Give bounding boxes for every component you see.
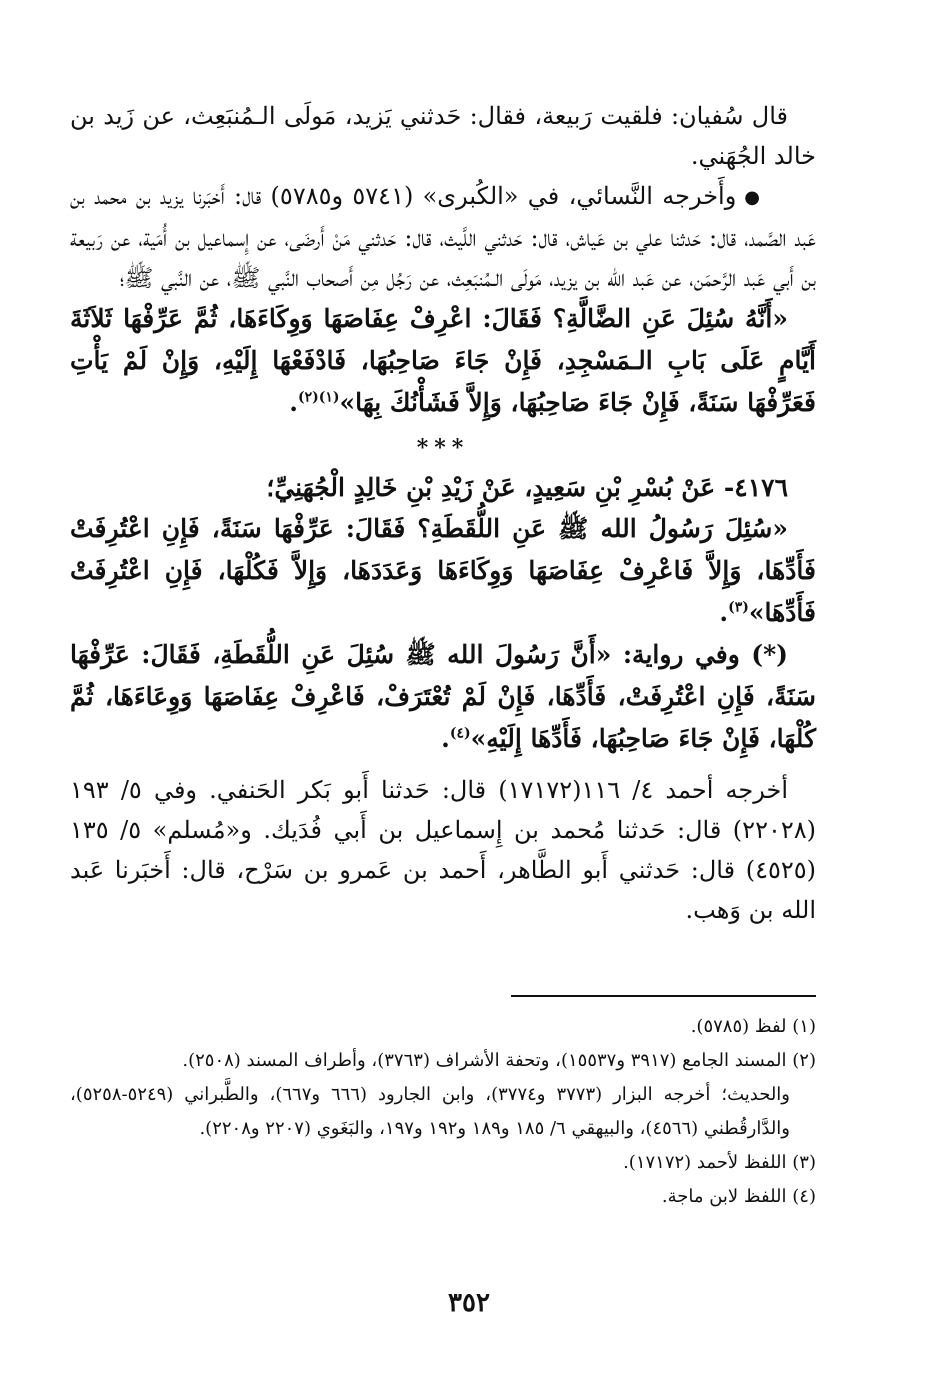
hadith-dallah-text: «أَنَّهُ سُئِلَ عَنِ الضَّالَّةِ؟ فَقَالَ: اعْرِفْ عِفَاصَهَا وَوِكَاءَهَا، ثُمَّ عَرِّفْهَا ثَلاَثَةَ أَيَّامٍ عَلَى بَابِ الـمَسْجِدِ، فَإِنْ جَاءَ صَاحِبُهَا، فَادْفَعْهَا إِلَيْهِ، وَإِنْ لَمْ يَأْتِ فَعَرِّفْهَا سَنَةً، فَإِنْ جَاءَ صَاحِبُهَا، وَإِلاَّ فَشَأْنُكَ بِهَا» bbox=[70, 303, 816, 417]
footnote-text: المسند الجامع (٣٩١٧ و١٥٥٣٧)، وتحفة الأشراف (٣٧٦٣)، وأطراف المسند (٢٥٠٨). bbox=[182, 1050, 787, 1071]
paragraph-nasai-text: وأَخرجه النَّسائي، في «الكُبرى» (٥٧٤١ و٥٧٨٥) قال: أَخبَرنا يزيد بن محمد بن عَبد الصَّمد، قال: حَدثنا علي بن عَياش، قال: حَدثني اللَّيث، قال: حَدثني مَنْ أَرضَى، عن إِسماعيل بن أُمَية، عن رَبيعة بن أَبي عَبد الرَّحمَن، عن عَبد الله بن يزيد، مَولَى الـمُنبَعِث، عن رَجُل مِن أَصحاب النَّبي ﷺ، عن النَّبي ﷺ؛ bbox=[70, 182, 816, 292]
footnote-continuation bbox=[70, 1078, 816, 1146]
hadith-heading: ٤١٧٦- عَنْ بُسْرِ بْنِ سَعِيدٍ، عَنْ زَيْدِ بْنِ خَالِدٍ الْجُهَنِيِّ؛ bbox=[266, 472, 788, 502]
paragraph-sufyan: قال سُفيان: فلقيت رَبيعة، فقال: حَدثني يَزيد، مَولَى الـمُنبَعِث، عن زَيد بن خالد الجُهَني. bbox=[70, 102, 816, 170]
main-text bbox=[70, 96, 816, 930]
hadith-variant bbox=[70, 634, 816, 760]
bullet-icon: ● bbox=[744, 186, 761, 208]
footnotes bbox=[70, 1010, 816, 1214]
hadith-variant-end: . bbox=[441, 723, 450, 753]
footnote-ref: (٤) bbox=[449, 725, 471, 742]
hadith-variant-text: (*) وفي رواية: «أَنَّ رَسُولَ الله ﷺ سُئِلَ عَنِ اللُّقَطَةِ، فَقَالَ: عَرِّفْهَا سَنَةً، فَإِنِ اعْتُرِفَتْ، فَأَدِّهَا، فَإِنْ لَمْ تُعْتَرَفْ، فَاعْرِفْ عِفَاصَهَا وَوِعَاءَهَا، ثُمَّ كُلْهَا، فَإِنْ جَاءَ صَاحِبُهَا، فَأَدِّهَا إِلَيْهِ» bbox=[70, 639, 816, 753]
footnote-item bbox=[70, 1146, 816, 1180]
footnote-text: لفظ (٥٧٨٥). bbox=[690, 1016, 787, 1037]
footnote-number: (٤) bbox=[792, 1186, 816, 1207]
footnote-text: اللفظ لابن ماجة. bbox=[661, 1186, 787, 1207]
hadith-dallah-end: . bbox=[289, 387, 298, 417]
paragraph-nasai bbox=[70, 176, 816, 298]
footnote-ref: (٣) bbox=[728, 599, 749, 616]
hadith-text-dallah bbox=[70, 298, 816, 424]
footnote-number: (٢) bbox=[792, 1050, 816, 1071]
footnote-ref: (١)(٢) bbox=[297, 389, 340, 406]
hadith-text-luqata bbox=[70, 508, 816, 634]
footnote-text: والحديث؛ أخرجه البزار (٣٧٧٣ و٣٧٧٤)، وابن الجارود (٦٦٦ و٦٦٧)، والطَّبراني (٥٢٤٩-٥٢٥٨)، والدَّارقُطني (٤٥٦٦)، والبيهقي ٦/ ١٨٥ و١٨٩ و١٩٢ و١٩٧، والبَغَوي (٢٢٠٧ و٢٢٠٨). bbox=[70, 1084, 790, 1139]
footnote-text: اللفظ لأحمد (١٧١٧٢). bbox=[623, 1152, 787, 1173]
hadith-luqata-end: . bbox=[719, 597, 729, 627]
footnote-number: (٣) bbox=[792, 1152, 816, 1173]
page-number: ٣٥٢ bbox=[448, 1288, 490, 1318]
footnote-item bbox=[70, 1010, 816, 1044]
paragraph-takhrij: أخرجه أحمد ٤/ ١١٦(١٧١٧٢) قال: حَدثنا أَبو بَكر الحَنفي. وفي ٥/ ١٩٣ (٢٢٠٢٨) قال: حَدثنا مُحمد بن إِسماعيل بن أَبي فُدَيك. و«مُسلم» ٥/ ١٣٥ (٤٥٢٥) قال: حَدثني أَبو الطَّاهر، أَحمد بن عَمرو بن سَرْح، قال: أَخبَرنا عَبد الله بن وَهب. bbox=[70, 775, 816, 924]
hadith-luqata-text: «سُئِلَ رَسُولُ الله ﷺ عَنِ اللُّقَطَةِ؟ فَقَالَ: عَرِّفْهَا سَنَةً، فَإِنِ اعْتُرِفَتْ فَأَدِّهَا، وَإِلاَّ فَاعْرِفْ عِفَاصَهَا وَوِكَاءَهَا وَعَدَدَهَا، وَإِلاَّ فَكُلْهَا، فَإِنِ اعْتُرِفَتْ فَأَدِّهَا» bbox=[70, 513, 816, 627]
section-separator: *** bbox=[416, 434, 470, 461]
footnote-item bbox=[70, 1044, 816, 1078]
footnote-divider bbox=[511, 995, 816, 997]
footnote-number: (١) bbox=[792, 1016, 816, 1037]
footnote-item bbox=[70, 1180, 816, 1214]
